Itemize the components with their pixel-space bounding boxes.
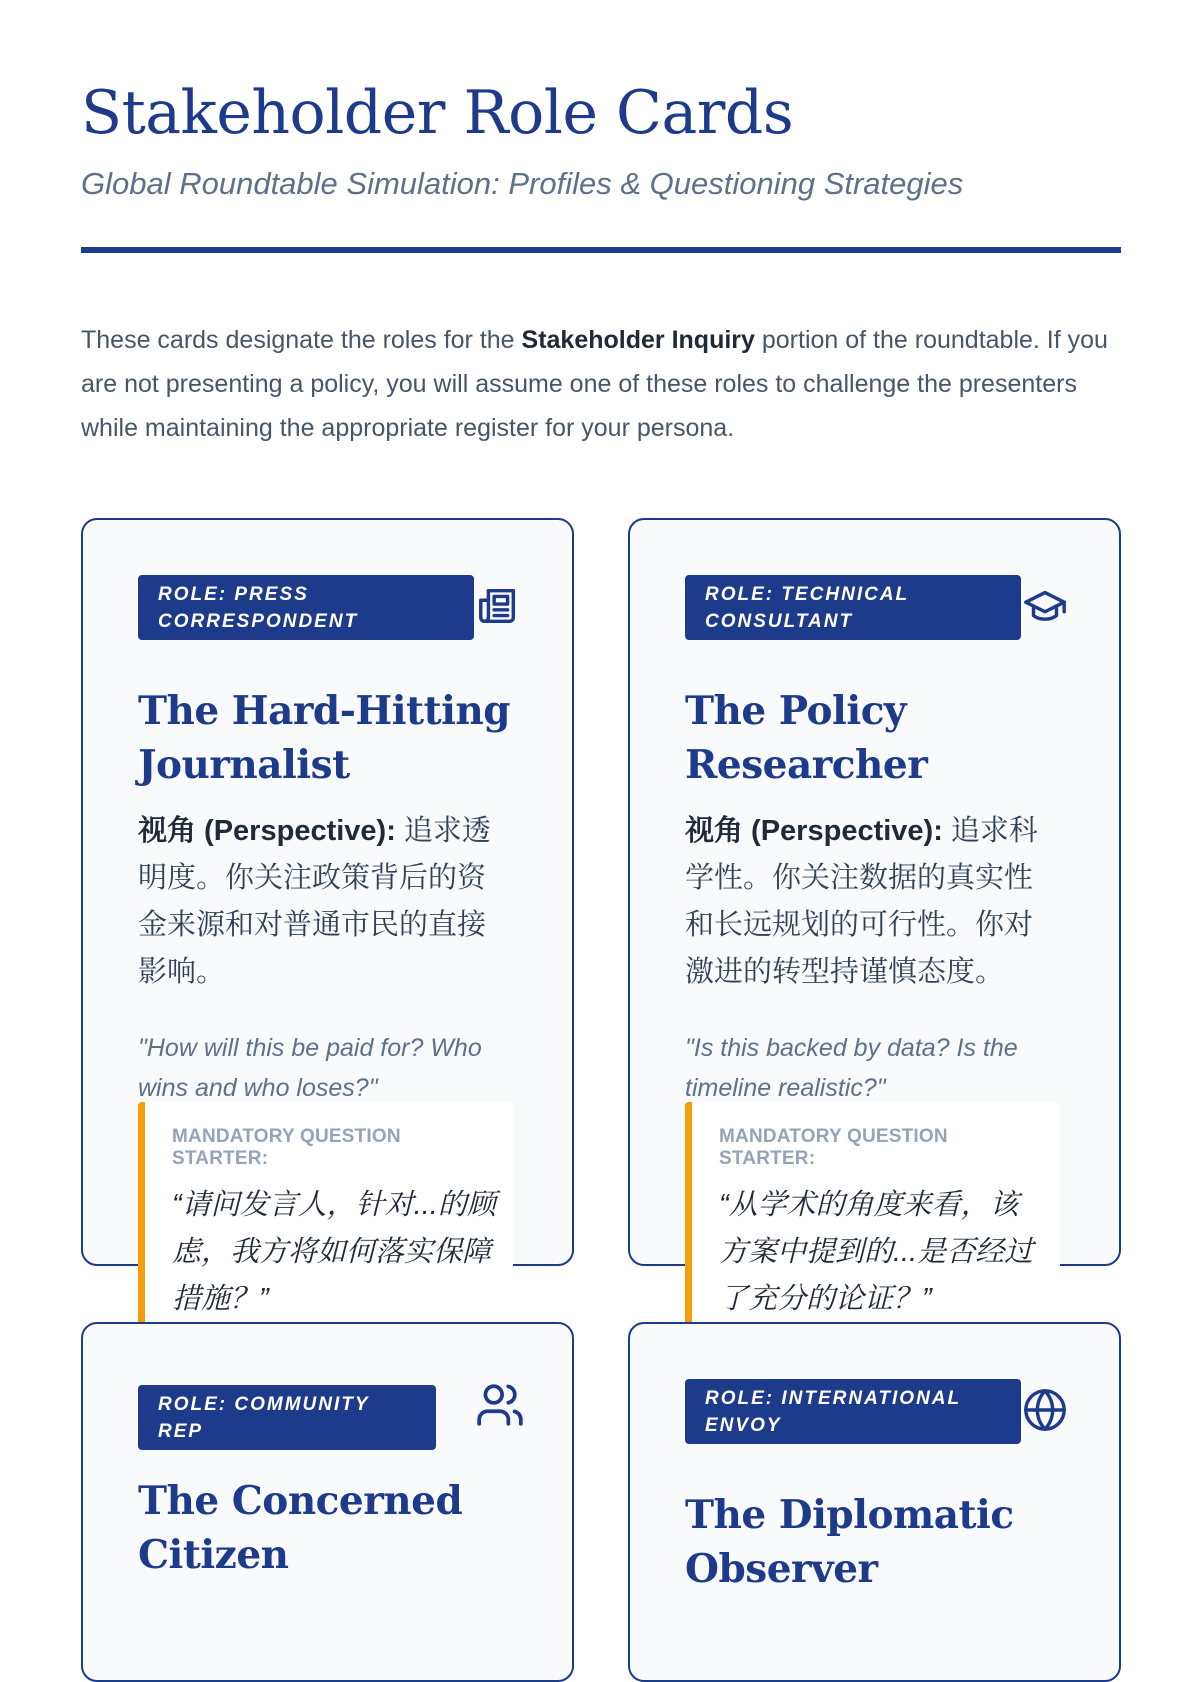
role-badge: [685, 1379, 1021, 1444]
page-subtitle: Global Roundtable Simulation: Profiles & Questioning Strategies: [81, 166, 964, 201]
role-name: [685, 1488, 1085, 1596]
users-icon: [475, 1380, 525, 1430]
intro-text-before: These cards designate the roles for the: [81, 326, 522, 354]
role-name-line2: Researcher: [685, 742, 928, 788]
role-name-line2: Observer: [685, 1546, 878, 1592]
role-name-line1: The Hard-Hitting: [138, 688, 511, 734]
role-name-line2: Citizen: [138, 1532, 289, 1578]
role-card-observer: [628, 1322, 1121, 1682]
intro-paragraph: [81, 318, 1121, 450]
role-badge-line1: ROLE: TECHNICAL: [705, 584, 910, 605]
intro-text-after: portion of the roundtable. If you are not presenting a policy, you will assume one of these roles to challenge the presenters while maintaining the appropriate register for your persona.: [81, 326, 1108, 442]
role-card-citizen: [81, 1322, 574, 1682]
role-badge: [685, 575, 1021, 640]
role-name-line1: The Diplomatic: [685, 1492, 1014, 1538]
globe-icon: [1022, 1387, 1068, 1433]
role-name: [138, 684, 538, 792]
newspaper-icon: [475, 583, 521, 629]
role-badge: [138, 575, 474, 640]
question-starter-label: MANDATORY QUESTION STARTER:: [719, 1126, 948, 1169]
role-badge-line2: ENVOY: [705, 1415, 782, 1436]
role-badge-line1: ROLE: INTERNATIONAL: [705, 1388, 962, 1409]
perspective-text: [685, 808, 1060, 996]
role-card-researcher: [628, 518, 1121, 1315]
role-badge-line1: ROLE: PRESS: [158, 584, 309, 605]
role-name-line1: The Concerned: [138, 1478, 463, 1524]
perspective-body: 追求科学性。你关注数据的真实性和长远规划的可行性。你对激进的转型持谨慎态度。: [685, 815, 1038, 988]
question-starter-text: “请问发言人，针对...的顾虑，我方将如何落实保障措施？”: [172, 1189, 496, 1315]
role-name-line1: The Policy: [685, 688, 907, 734]
role-quote: "How will this be paid for? Who wins and who loses?": [138, 1034, 482, 1102]
role-name: [138, 1474, 538, 1582]
question-starter-text: “从学术的角度来看，该方案中提到的...是否经过了充分的论证？”: [719, 1189, 1034, 1315]
role-badge-line2: CORRESPONDENT: [158, 611, 359, 632]
role-name: [685, 684, 1085, 792]
question-starter-label: MANDATORY QUESTION STARTER:: [172, 1126, 401, 1169]
role-name-line2: Journalist: [138, 742, 350, 788]
question-starter-box: [685, 1102, 1060, 1332]
role-card-journalist: [81, 518, 574, 1315]
role-badge-line2: CONSULTANT: [705, 611, 854, 632]
role-badge: [138, 1385, 436, 1450]
perspective-label: 视角 (Perspective):: [138, 815, 396, 847]
intro-text-bold: Stakeholder Inquiry: [521, 326, 755, 354]
perspective-body: 追求透明度。你关注政策背后的资金来源和对普通市民的直接影响。: [138, 815, 491, 988]
perspective-text: [138, 808, 513, 996]
title-divider: [81, 247, 1121, 253]
role-badge-line1: ROLE: COMMUNITY REP: [158, 1394, 370, 1442]
role-quote: "Is this backed by data? Is the timeline realistic?": [685, 1034, 1018, 1102]
graduation-cap-icon: [1022, 583, 1068, 629]
perspective-label: 视角 (Perspective):: [685, 815, 943, 847]
question-starter-box: [138, 1102, 513, 1332]
page-title: Stakeholder Role Cards: [81, 78, 794, 148]
